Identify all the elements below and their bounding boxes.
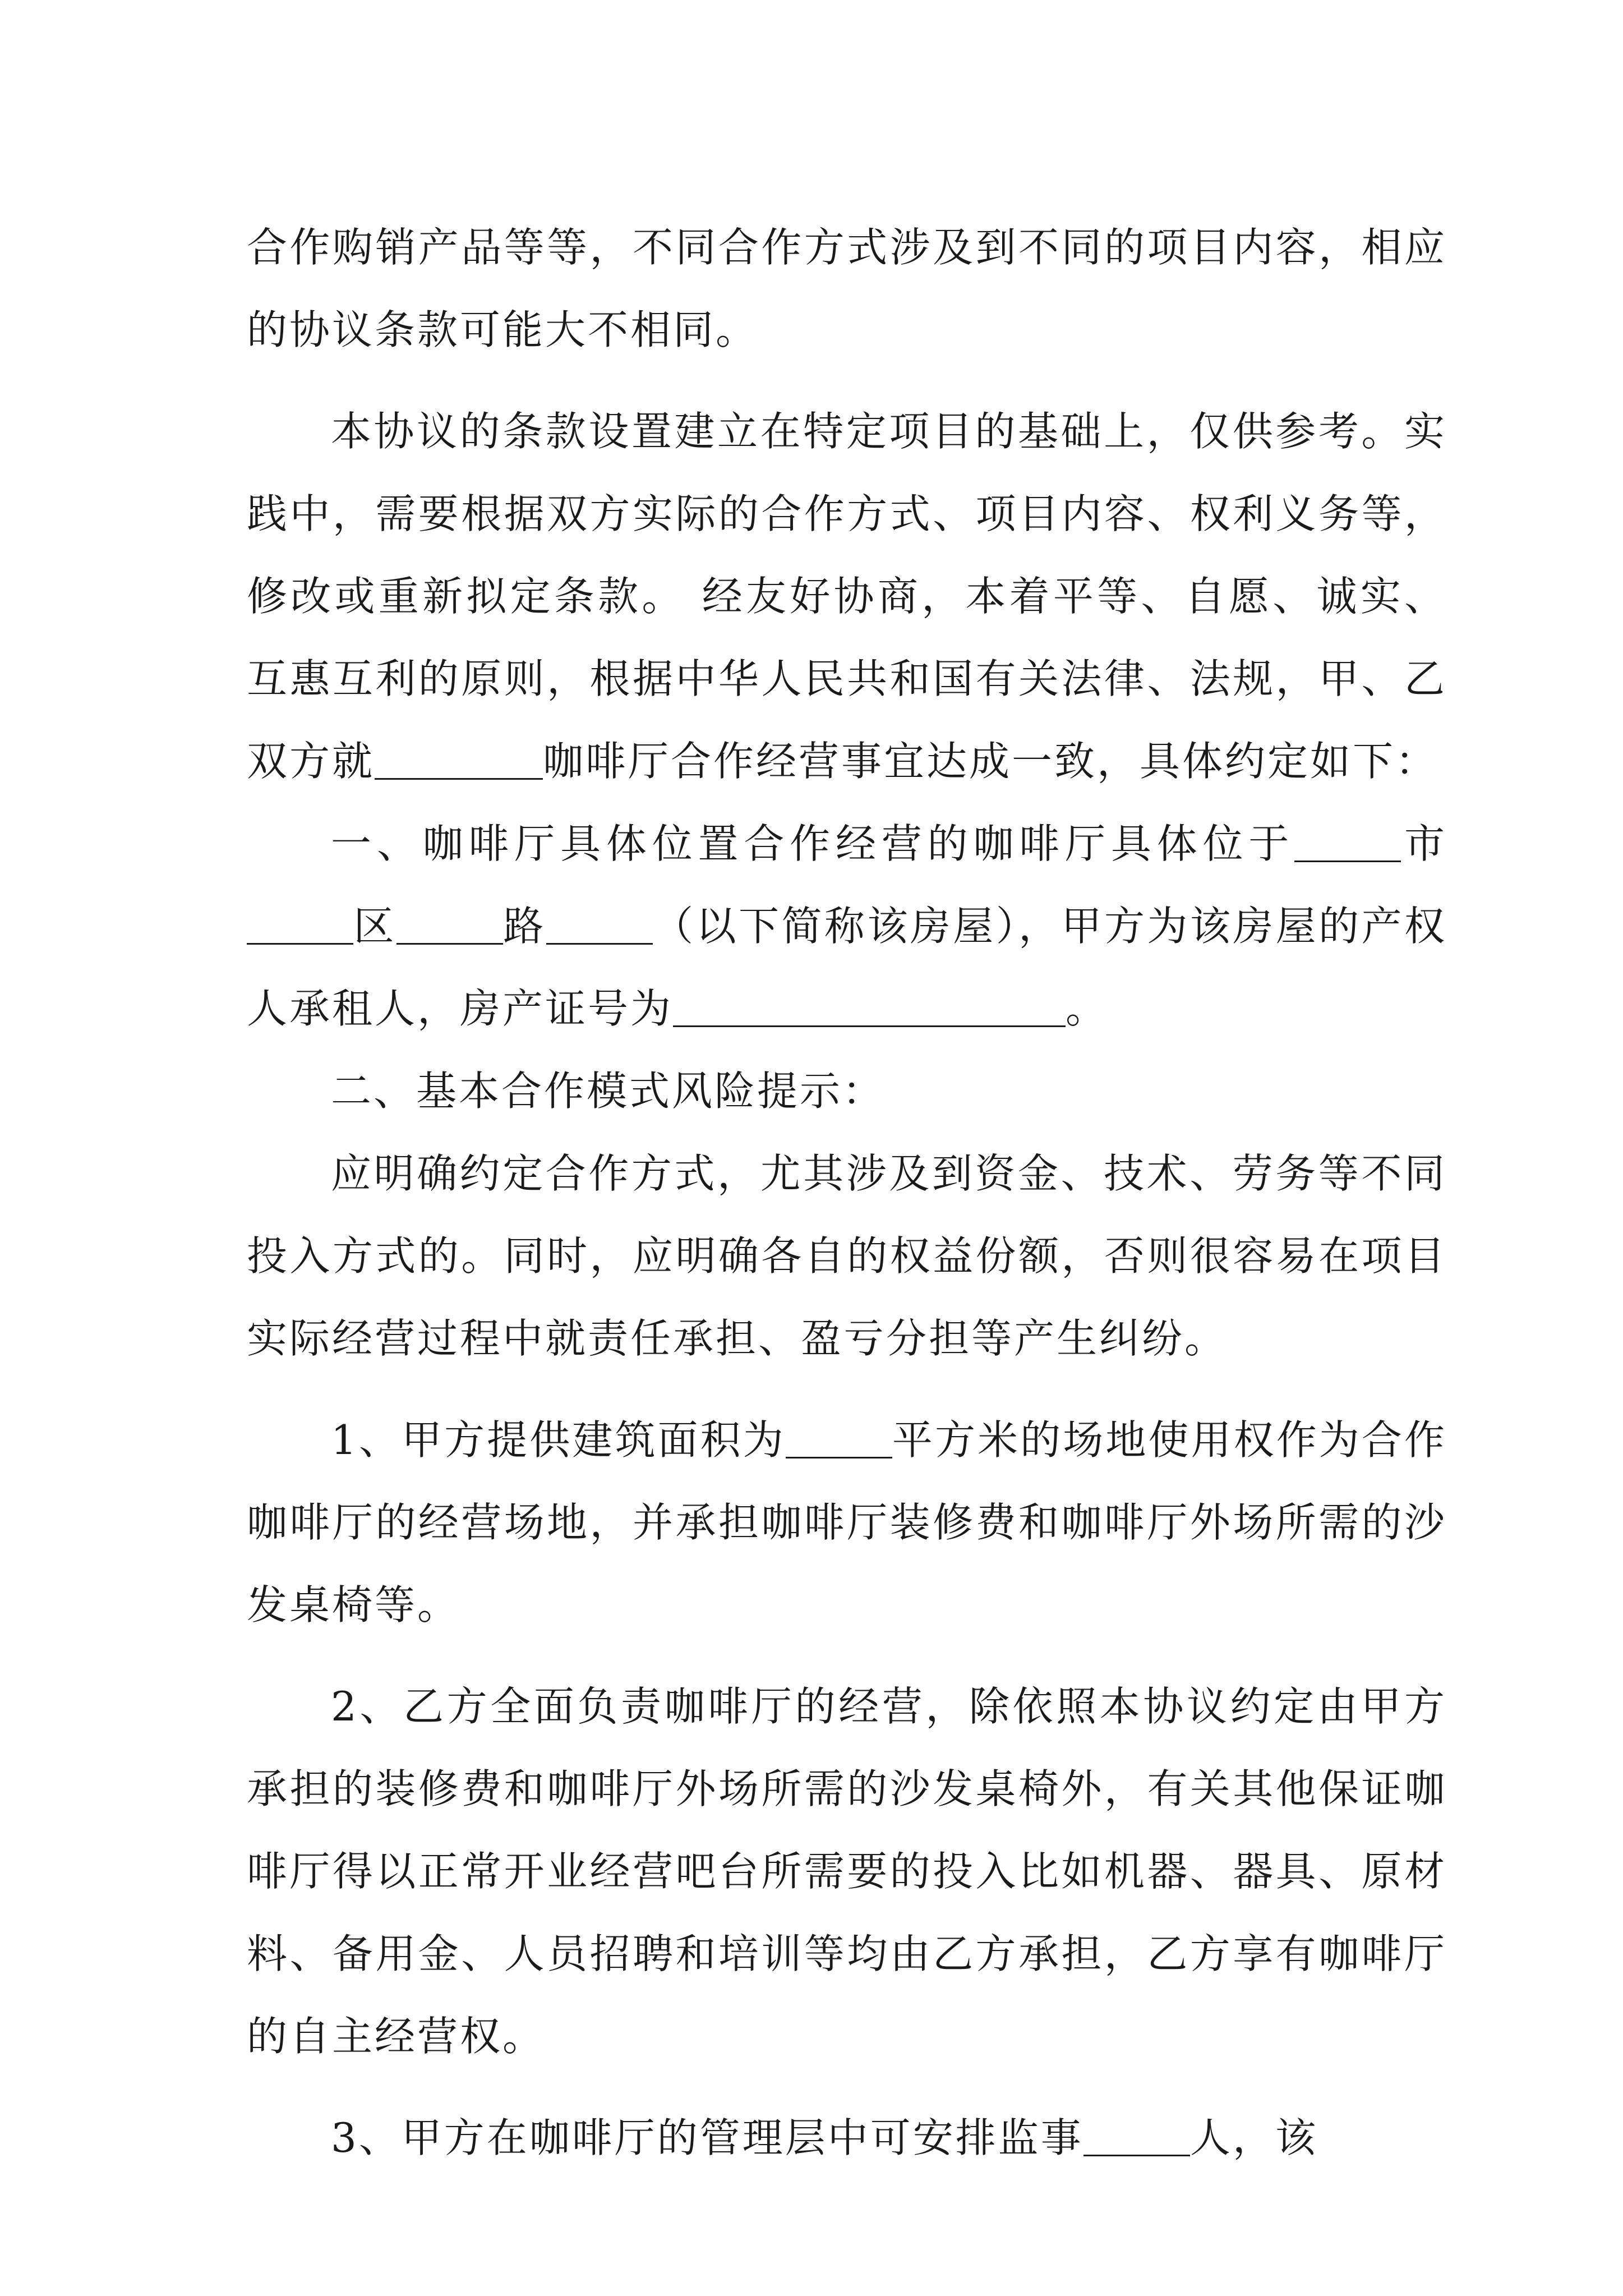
paragraph-text: 合作购销产品等等，不同合作方式涉及到不同的项目内容，相应的协议条款可能大不相同。 [247, 224, 1447, 353]
paragraph-text: 区 [353, 903, 396, 950]
paragraph-text: 2、乙方全面负责咖啡厅的经营，除依照本协议约定由甲方承担的装修费和咖啡厅外场所需的沙发桌椅外，有关其他保证咖啡厅得以正常开业经营吧台所需要的投入比如机器、器具、原材料、备用金、人员招聘和培训等均由乙方承担，乙方享有咖啡厅的自主经营权。 [247, 1683, 1447, 2060]
paragraph-text: 应明确约定合作方式，尤其涉及到资金、技术、劳务等不同投入方式的。同时，应明确各自的权益份额，否则很容易在项目实际经营过程中就责任承担、盈亏分担等产生纠纷。 [247, 1150, 1447, 1362]
paragraph-section-1-location [247, 803, 1447, 1050]
blank-line-road [396, 898, 503, 945]
paragraph-text: 一、咖啡厅具体位置合作经营的咖啡厅具体位于 [331, 820, 1295, 867]
blank-line-city [1294, 816, 1401, 862]
blank-line-area [786, 1412, 892, 1458]
blank-line-district [247, 898, 353, 945]
paragraph-text: （以下简称该房屋），甲方为该房屋的产权人承租人，房产证号为 [247, 903, 1447, 1032]
paragraph-text: 。 [1066, 985, 1109, 1032]
blank-line-supervisor-count [1083, 2110, 1190, 2156]
paragraph-risk-notice [247, 1133, 1447, 1380]
paragraph-agreement-basis [247, 390, 1447, 803]
blank-line-cafe-name [375, 733, 543, 780]
paragraph-text: 3、甲方在咖啡厅的管理层中可安排监事 [331, 2114, 1083, 2161]
paragraph-text: 1、甲方提供建筑面积为 [331, 1416, 786, 1464]
blank-line-certificate-number [673, 981, 1066, 1027]
paragraph-clause-3 [247, 2097, 1447, 2179]
paragraph-text: 平方米的场地使用权作为合作咖啡厅的经营场地，并承担咖啡厅装修费和咖啡厅外场所需的沙发桌椅等。 [247, 1416, 1447, 1628]
paragraph-clause-1 [247, 1399, 1447, 1646]
blank-line-number [546, 898, 653, 945]
paragraph-text: 市 [1401, 820, 1447, 867]
document-body [247, 206, 1447, 2179]
paragraph-text: 人，该 [1189, 2114, 1318, 2161]
paragraph-text: 本协议的条款设置建立在特定项目的基础上，仅供参考。实践中，需要根据双方实际的合作方式、项目内容、权利义务等，修改或重新拟定条款。 经友好协商，本着平等、自愿、诚实、互惠互利的原则，根据中华人民共和国有关法律、法规，甲、乙双方就 [247, 408, 1447, 785]
paragraph-text: 路 [502, 903, 546, 950]
paragraph-section-2-heading [247, 1050, 1447, 1133]
section-heading: 二、基本合作模式风险提示： [331, 1068, 886, 1115]
paragraph-cooperation-types [247, 206, 1447, 371]
paragraph-text: 咖啡厅合作经营事宜达成一致，具体约定如下： [543, 738, 1438, 785]
paragraph-clause-2 [247, 1665, 1447, 2078]
